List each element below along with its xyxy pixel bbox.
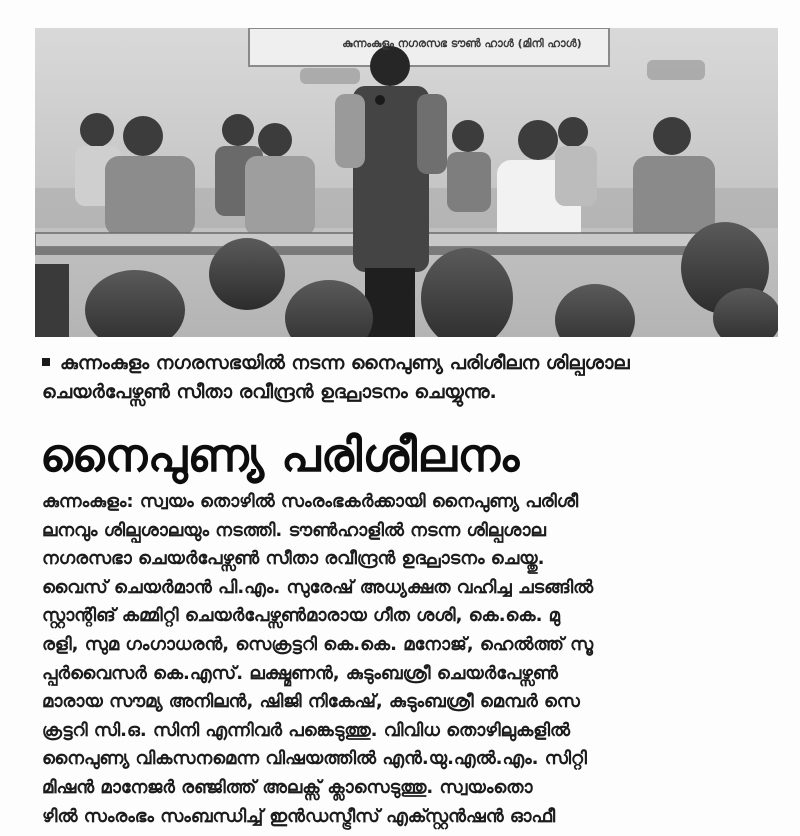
stage-banner	[287, 36, 637, 86]
caption-line-2: ചെയർപേഴ്സൺ സീതാ രവീന്ദ്രൻ ഉദ്ഘാടനം ചെയ്യുന്നു.	[42, 381, 497, 403]
banner-line-2: കുന്നംകുളം നഗരസഭ ടൗൺ ഹാൾ (മിനി ഹാൾ)	[342, 37, 582, 50]
event-photo	[35, 28, 778, 337]
body-line: വൈസ് ചെയർമാൻ പി.എം. സുരേഷ് അധ്യക്ഷത വഹിച്ച ചടങ്ങിൽ	[42, 576, 594, 598]
body-line: മിഷൻ മാനേജർ രഞ്ജിത്ത് അലക്സ് ക്ലാസെടുത്തു. സ്വയംതൊ	[42, 776, 533, 798]
body-line: ലനവും ശില്പശാലയും നടത്തി. ടൗൺഹാളിൽ നടന്ന ശില്പശാല	[42, 519, 546, 541]
body-line: രളി, സുമ ഗംഗാധരൻ, സെക്രട്ടറി കെ.കെ. മനോജ്, ഹെൽത്ത് സൂ	[42, 633, 594, 655]
bullet-square-icon	[42, 358, 50, 366]
body-line: നഗരസഭാ ചെയർപേഴ്സൺ സീതാ രവീന്ദ്രൻ ഉദ്ഘാടനം ചെയ്തു.	[42, 548, 545, 570]
body-line: കുന്നംകുളം: സ്വയം തൊഴിൽ സംരംഭകർക്കായി നൈപുണ്യ പരിശീ	[42, 491, 579, 512]
body-line: സ്റ്റാന്റിങ് കമ്മിറ്റി ചെയർപേഴ്സൺമാരായ ഗീത ശശി, കെ.കെ. മു	[42, 605, 560, 627]
article-body	[42, 488, 782, 831]
body-line: ക്രട്ടറി സി.ഒ. സിനി എന്നിവർ പങ്കെടുത്തു. വിവിധ തൊഴിലുകളിൽ	[42, 719, 571, 741]
body-line: നൈപുണ്യ വികസനമെന്ന വിഷയത്തിൽ എൻ.യു.എൽ.എം. സിറ്റി	[42, 748, 587, 770]
photo-caption	[42, 349, 782, 407]
article-headline: നൈപുണ്യ പരിശീലനം	[40, 428, 520, 482]
body-line: ഴിൽ സംരംഭം സംബന്ധിച്ച് ഇൻഡസ്ട്രീസ് എക്സ്റ്റൻഷൻ ഓഫീ	[42, 805, 556, 827]
caption-line	[42, 349, 782, 378]
body-line: പ്പർവൈസർ കെ.എസ്. ലക്ഷ്മണൻ, കുടുംബശ്രീ ചെയർപേഴ്സൺ	[42, 662, 558, 684]
body-line: മാരായ സൗമ്യ അനിലൻ, ഷിജി നികേഷ്, കുടുംബശ്രീ മെമ്പർ സെ	[42, 691, 580, 713]
caption-line-1: കുന്നംകുളം നഗരസഭയിൽ നടന്ന നൈപുണ്യ പരിശീലന ശില്പശാല	[60, 352, 630, 374]
